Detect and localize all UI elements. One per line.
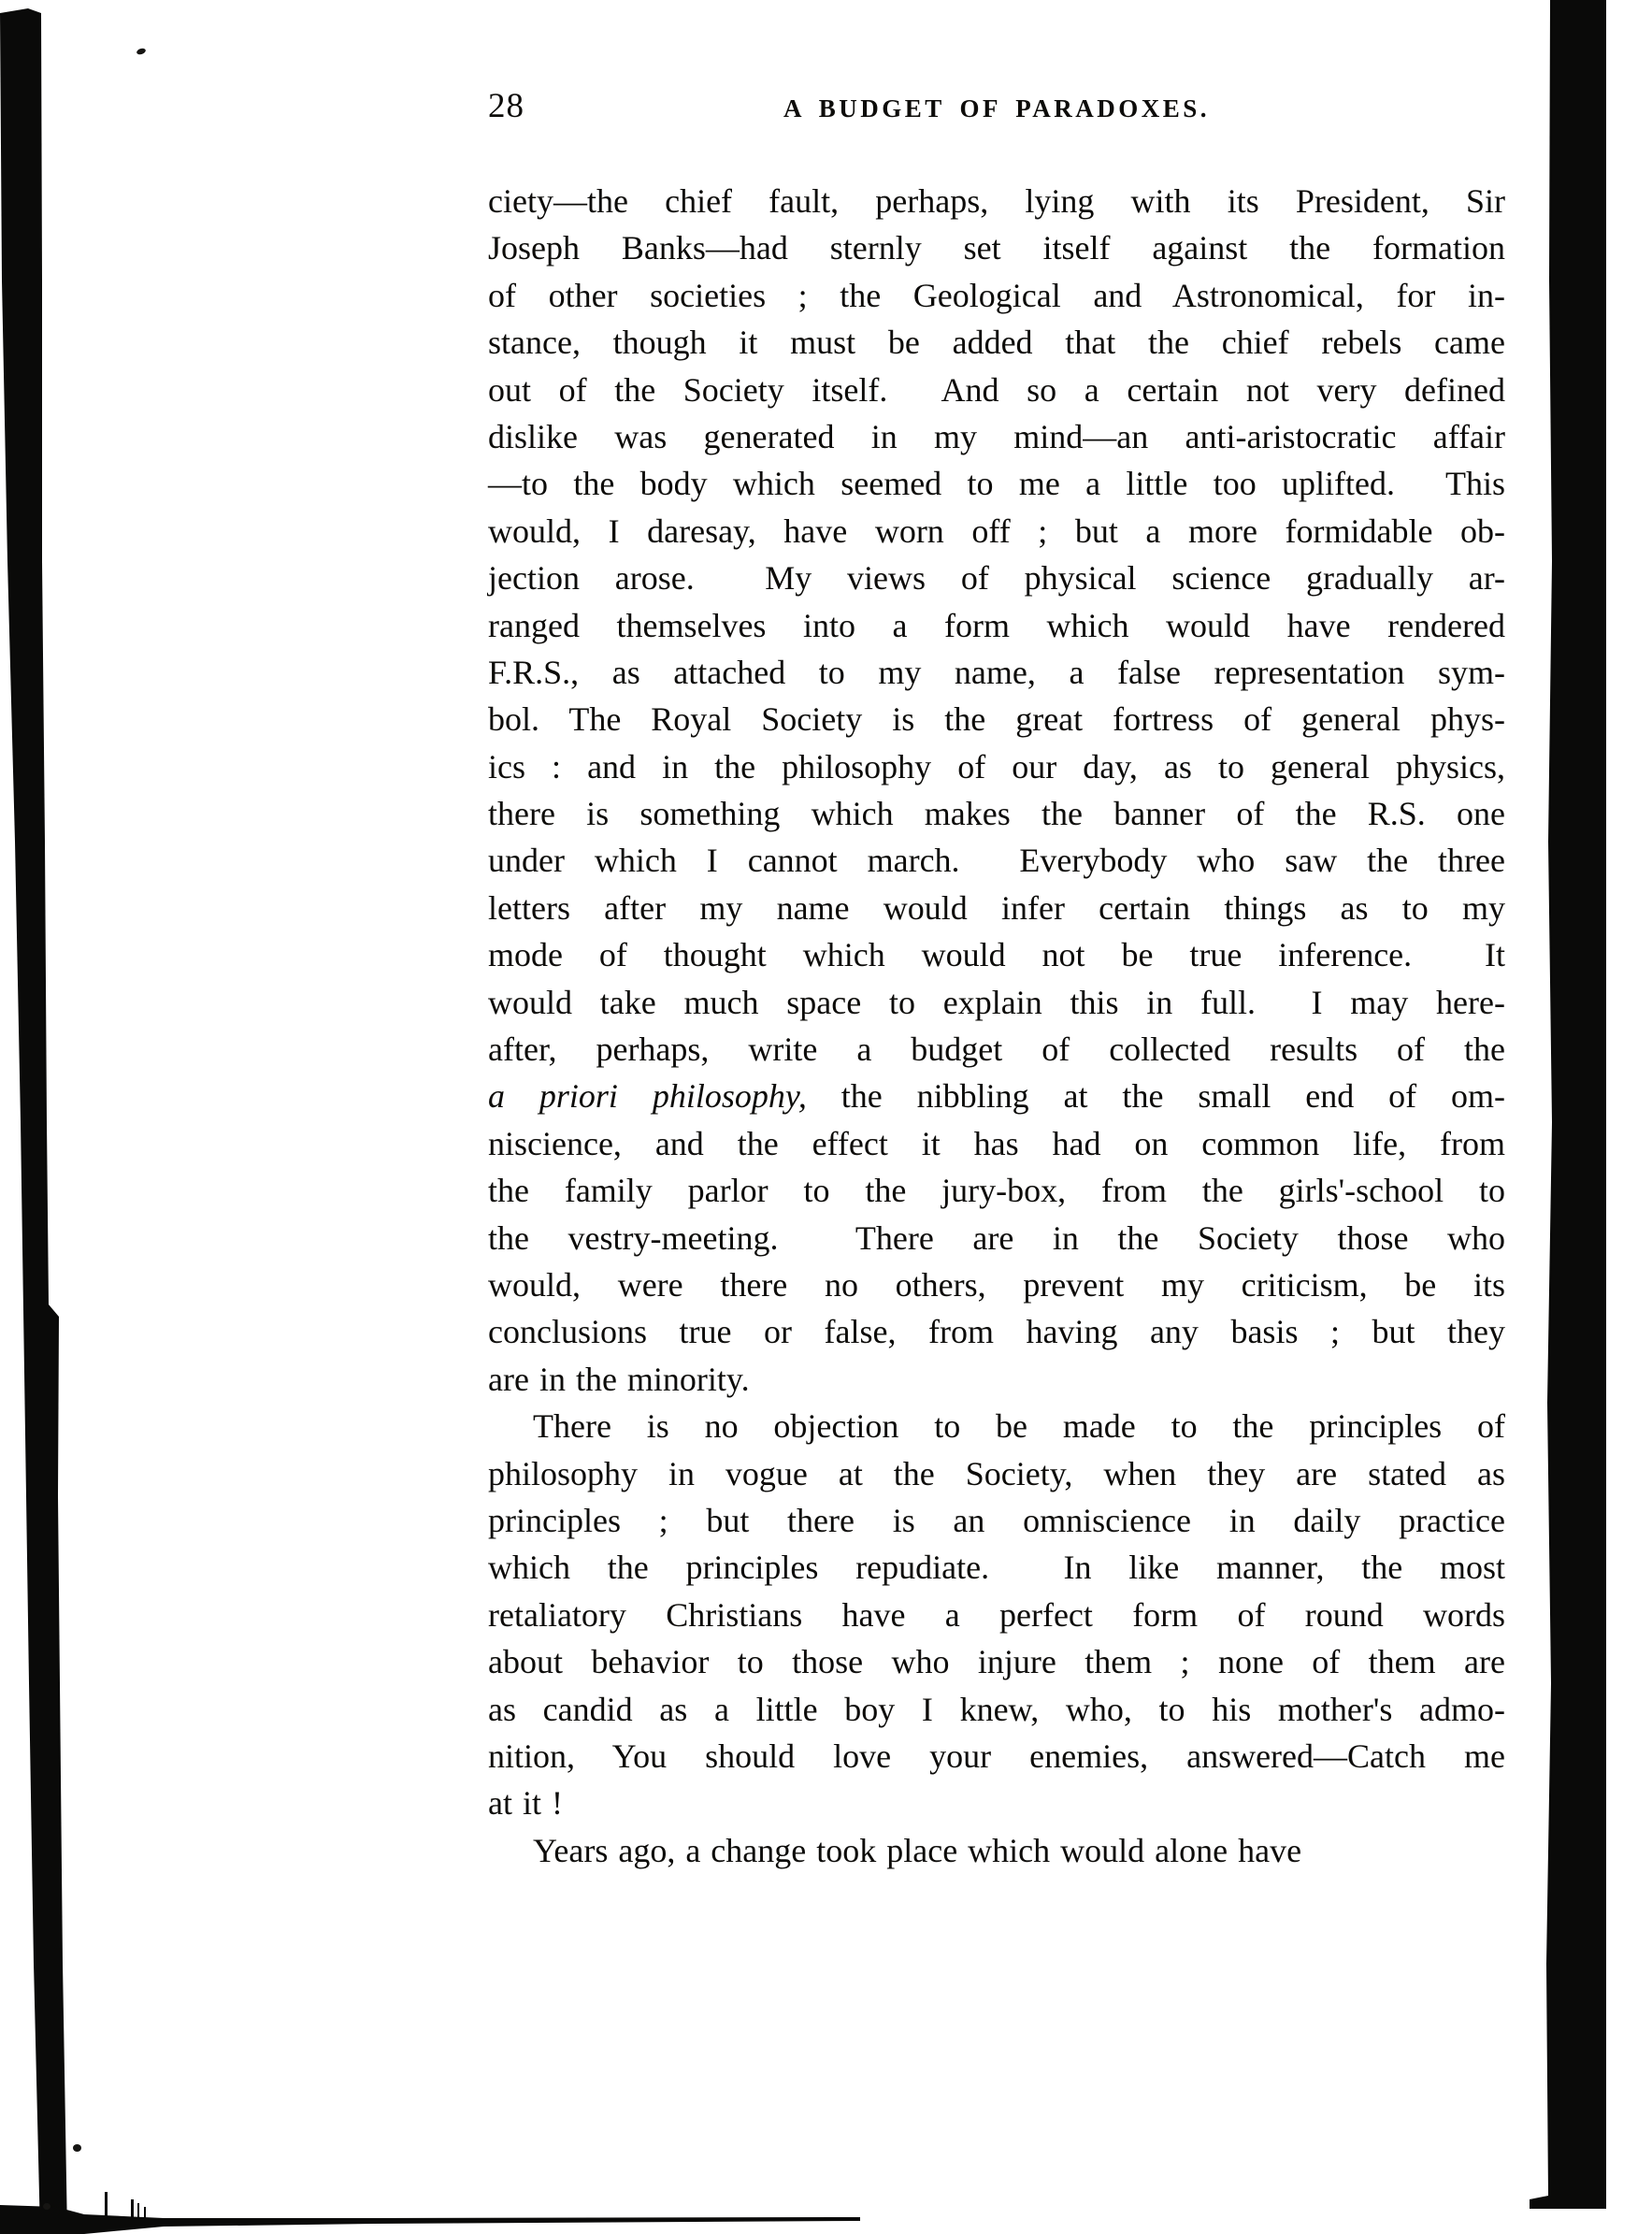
ink-speck (43, 2203, 50, 2210)
text-line: out of the Society itself. And so a certain not very defined (488, 370, 1505, 409)
right-binding-scan-artifact (1524, 0, 1617, 2234)
text-line: —to the body which seemed to me a little too uplifted. This (488, 465, 1505, 503)
text-line: stance, though it must be added that the chief rebels came (488, 324, 1505, 362)
text-line: principles ; but there is an omniscience in daily practice (488, 1501, 1505, 1539)
text-line: are in the minority. (488, 1360, 750, 1398)
text-line: Years ago, a change took place which would alone have (533, 1831, 1302, 1869)
text-line: there is something which makes the banner of the R.S. one (488, 795, 1505, 833)
text-line: the vestry-meeting. There are in the Society those who (488, 1218, 1505, 1257)
paragraph (488, 1827, 1505, 1874)
running-title: A BUDGET OF PARADOXES. (783, 94, 1211, 123)
paragraph (488, 1403, 1505, 1827)
paragraph (488, 178, 1505, 1403)
text-line: the family parlor to the jury-box, from the girls'-school to (488, 1172, 1505, 1210)
body-text (488, 178, 1505, 1874)
left-binding-scan-artifact (0, 0, 75, 2234)
text-line: at it ! (488, 1784, 563, 1823)
ink-tick-mark (131, 2199, 134, 2224)
text-line: a priori philosophy, the nibbling at the small end of om- (488, 1077, 1505, 1116)
text-line: under which I cannot march. Everybody who saw the three (488, 842, 1505, 880)
text-line: of other societies ; the Geological and Astronomical, for in- (488, 276, 1505, 314)
page-number: 28 (488, 87, 524, 125)
text-line: as candid as a little boy I knew, who, to his mother's admo- (488, 1690, 1505, 1728)
text-line: about behavior to those who injure them ; none of them are (488, 1643, 1505, 1681)
text-line: would, I daresay, have worn off ; but a more formidable ob- (488, 512, 1505, 550)
ink-tick-mark (105, 2192, 108, 2231)
text-line: would, were there no others, prevent my criticism, be its (488, 1265, 1505, 1304)
text-line: retaliatory Christians have a perfect form of round words (488, 1595, 1505, 1634)
text-line: letters after my name would infer certain things as to my (488, 888, 1505, 927)
page-header (488, 88, 1505, 129)
text-line: which the principles repudiate. In like manner, the most (488, 1549, 1505, 1587)
text-line: ciety—the chief fault, perhaps, lying with its President, Sir (488, 182, 1505, 220)
text-line: ranged themselves into a form which would have rendered (488, 606, 1505, 644)
ink-speck (136, 48, 146, 56)
text-line: mode of thought which would not be true inference. It (488, 936, 1505, 974)
text-line: There is no objection to be made to the principles of (533, 1407, 1505, 1446)
text-line: niscience, and the effect it has had on common life, from (488, 1124, 1505, 1162)
text-line: bol. The Royal Society is the great fortress of general phys- (488, 700, 1505, 739)
ink-speck (73, 2144, 81, 2152)
text-line: philosophy in vogue at the Society, when they are stated as (488, 1454, 1505, 1492)
ink-tick-mark (144, 2207, 146, 2224)
text-line: dislike was generated in my mind—an anti-aristocratic affair (488, 417, 1505, 455)
text-line: Joseph Banks—had sternly set itself against the formation (488, 229, 1505, 267)
text-line: jection arose. My views of physical science gradually ar- (488, 559, 1505, 598)
text-line: would take much space to explain this in full. I may here- (488, 983, 1505, 1021)
text-line: ics : and in the philosophy of our day, as to general physics, (488, 747, 1505, 786)
ink-tick-mark (137, 2203, 139, 2224)
text-line: nition, You should love your enemies, answered—Catch me (488, 1737, 1505, 1775)
text-line: after, perhaps, write a budget of collected results of the (488, 1031, 1505, 1069)
text-line: conclusions true or false, from having any basis ; but they (488, 1313, 1505, 1351)
text-line: F.R.S., as attached to my name, a false representation sym- (488, 653, 1505, 691)
